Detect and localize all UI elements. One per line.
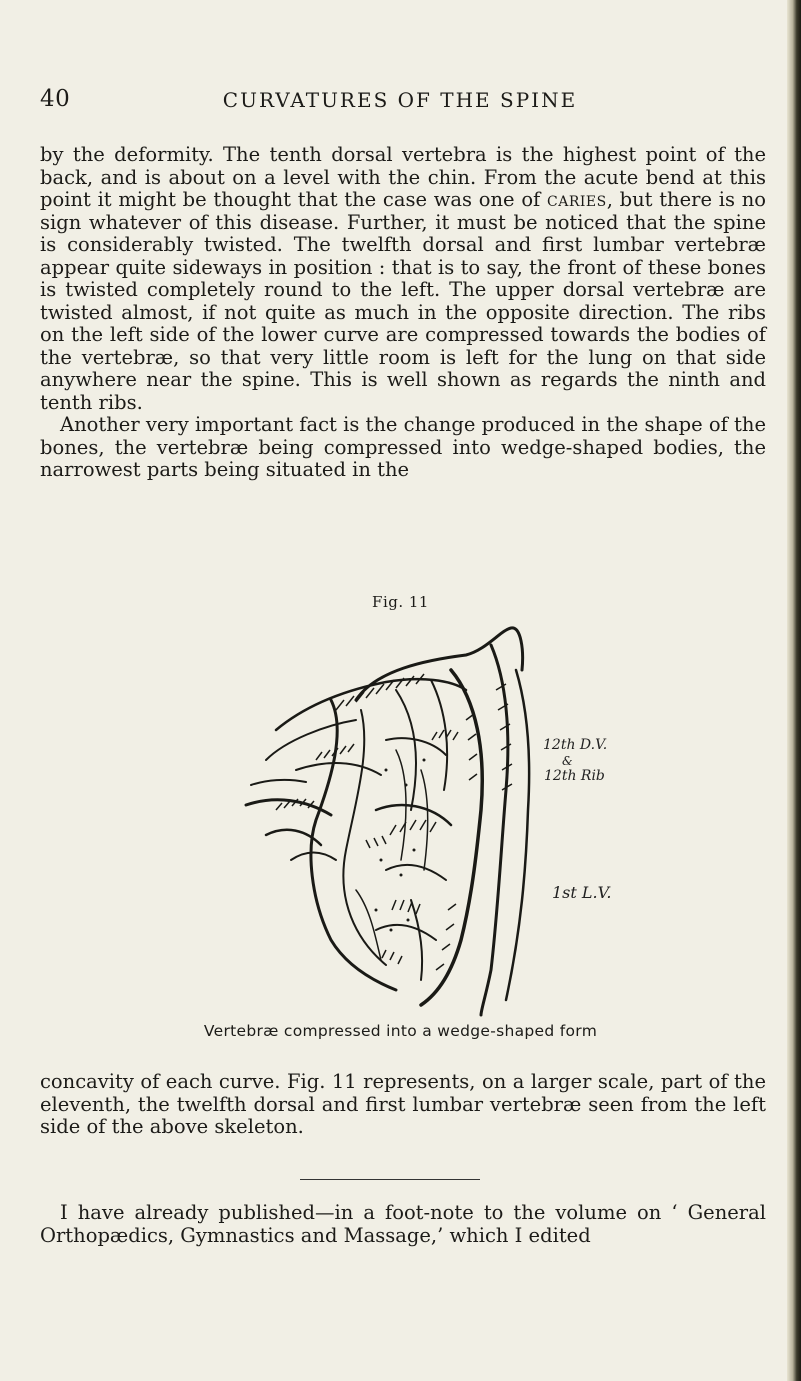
- page-header: [40, 86, 760, 116]
- annotation-12th-rib: 12th Rib: [544, 768, 605, 784]
- annotation-ampersand: &: [562, 754, 573, 768]
- body-text-top: [40, 144, 766, 482]
- figure-caption: Vertebræ compressed into a wedge-shaped form: [203, 1022, 598, 1040]
- annotation-1st-lv: 1st L.V.: [552, 883, 612, 902]
- footnote-text: I have already published—in a foot-note to the volume on ‘ General Orthopædics, Gymnastics and Massage,’ which I edited: [40, 1201, 766, 1247]
- running-head: CURVATURES OF THE SPINE: [222, 88, 578, 112]
- page-edge-shadow: [787, 0, 801, 1381]
- annotation-12th-dv: 12th D.V.: [543, 737, 608, 753]
- paragraph-2: Another very important fact is the change produced in the shape of the bones, the vertebræ being compressed into wedge-shaped bodies, the narrowest parts being situated in the: [40, 413, 766, 481]
- paragraph-3: concavity of each curve. Fig. 11 represents, on a larger scale, part of the eleventh, the twelfth dorsal and first lumbar vertebræ seen from the left side of the above skeleton.: [40, 1070, 766, 1138]
- footnote: [40, 1202, 766, 1247]
- figure-label: Fig. 11: [372, 593, 429, 611]
- paragraph-1-part-b: , but there is no sign whatever of this disease. Further, it must be noticed that the spine is considerably twisted. The twelfth dorsal and first lumbar vertebræ appear quite sideways in position : that is to say, the front of these bones is twisted completely round to the left. The upper dorsal vertebræ are twisted almost, if not quite as much in the opposite direction. The ribs on the left side of the lower curve are compressed towards the bodies of the vertebræ, so that very little room is left for the lung on that side anywhere near the spine. This is well shown as regards the ninth and tenth ribs.: [40, 188, 766, 414]
- vertebrae-illustration: [236, 610, 636, 1020]
- page-number: 40: [40, 86, 71, 112]
- footnote-rule: [300, 1179, 480, 1180]
- paragraph-1-part-a: by the deformity. The tenth dorsal vertebra is the highest point of the back, and is about on a level with the chin. From the acute bend at this point it might be thought that the case was one of: [40, 143, 766, 211]
- paragraph-1: [40, 144, 766, 414]
- caries-term: caries: [547, 188, 607, 211]
- body-text-bottom: [40, 1071, 766, 1139]
